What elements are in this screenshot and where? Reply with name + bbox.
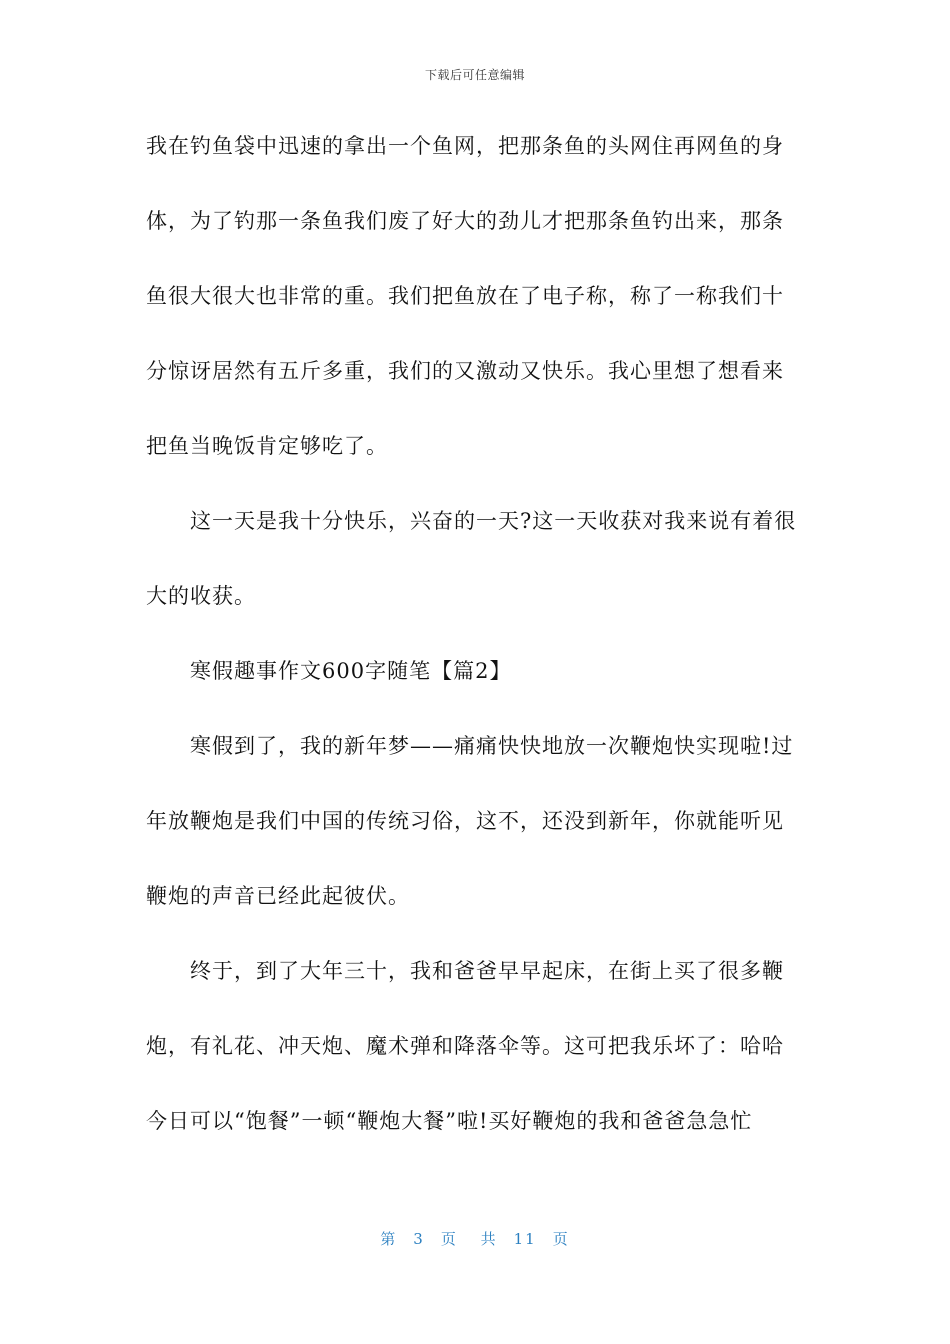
page-footer bbox=[0, 1228, 950, 1249]
text-line: 大的收获。 bbox=[146, 584, 256, 608]
page-header-note: 下载后可任意编辑 bbox=[424, 68, 525, 82]
paragraph-start-line: 寒假到了，我的新年梦——痛痛快快地放一次鞭炮快实现啦!过 bbox=[190, 734, 794, 758]
text-line: 年放鞭炮是我们中国的传统习俗，这不，还没到新年，你就能听见 bbox=[146, 809, 784, 833]
text-line: 分惊讶居然有五斤多重，我们的又激动又快乐。我心里想了想看来 bbox=[146, 359, 784, 383]
text-line: 把鱼当晚饭肯定够吃了。 bbox=[146, 434, 388, 458]
footer-prefix: 第 bbox=[380, 1230, 398, 1248]
paragraph-start-line: 终于，到了大年三十，我和爸爸早早起床，在街上买了很多鞭 bbox=[190, 959, 784, 983]
footer-middle: 页 共 bbox=[440, 1230, 498, 1248]
text-line: 体，为了钓那一条鱼我们废了好大的劲儿才把那条鱼钓出来，那条 bbox=[146, 209, 784, 233]
document-body bbox=[146, 126, 806, 1176]
text-line: 今日可以“饱餐”一顿“鞭炮大餐”啦!买好鞭炮的我和爸爸急急忙 bbox=[146, 1109, 753, 1133]
paragraph-start-line: 这一天是我十分快乐，兴奋的一天?这一天收获对我来说有着很 bbox=[190, 509, 797, 533]
section-heading: 寒假趣事作文600字随笔【篇2】 bbox=[190, 659, 512, 683]
footer-current-page: 3 bbox=[413, 1230, 425, 1248]
text-line: 炮，有礼花、冲天炮、魔术弹和降落伞等。这可把我乐坏了：哈哈 bbox=[146, 1034, 784, 1058]
text-line: 鱼很大很大也非常的重。我们把鱼放在了电子称，称了一称我们十 bbox=[146, 284, 784, 308]
text-line: 我在钓鱼袋中迅速的拿出一个鱼网，把那条鱼的头网住再网鱼的身 bbox=[146, 134, 784, 158]
footer-suffix: 页 bbox=[552, 1230, 570, 1248]
text-line: 鞭炮的声音已经此起彼伏。 bbox=[146, 884, 410, 908]
footer-total-pages: 11 bbox=[513, 1230, 537, 1248]
